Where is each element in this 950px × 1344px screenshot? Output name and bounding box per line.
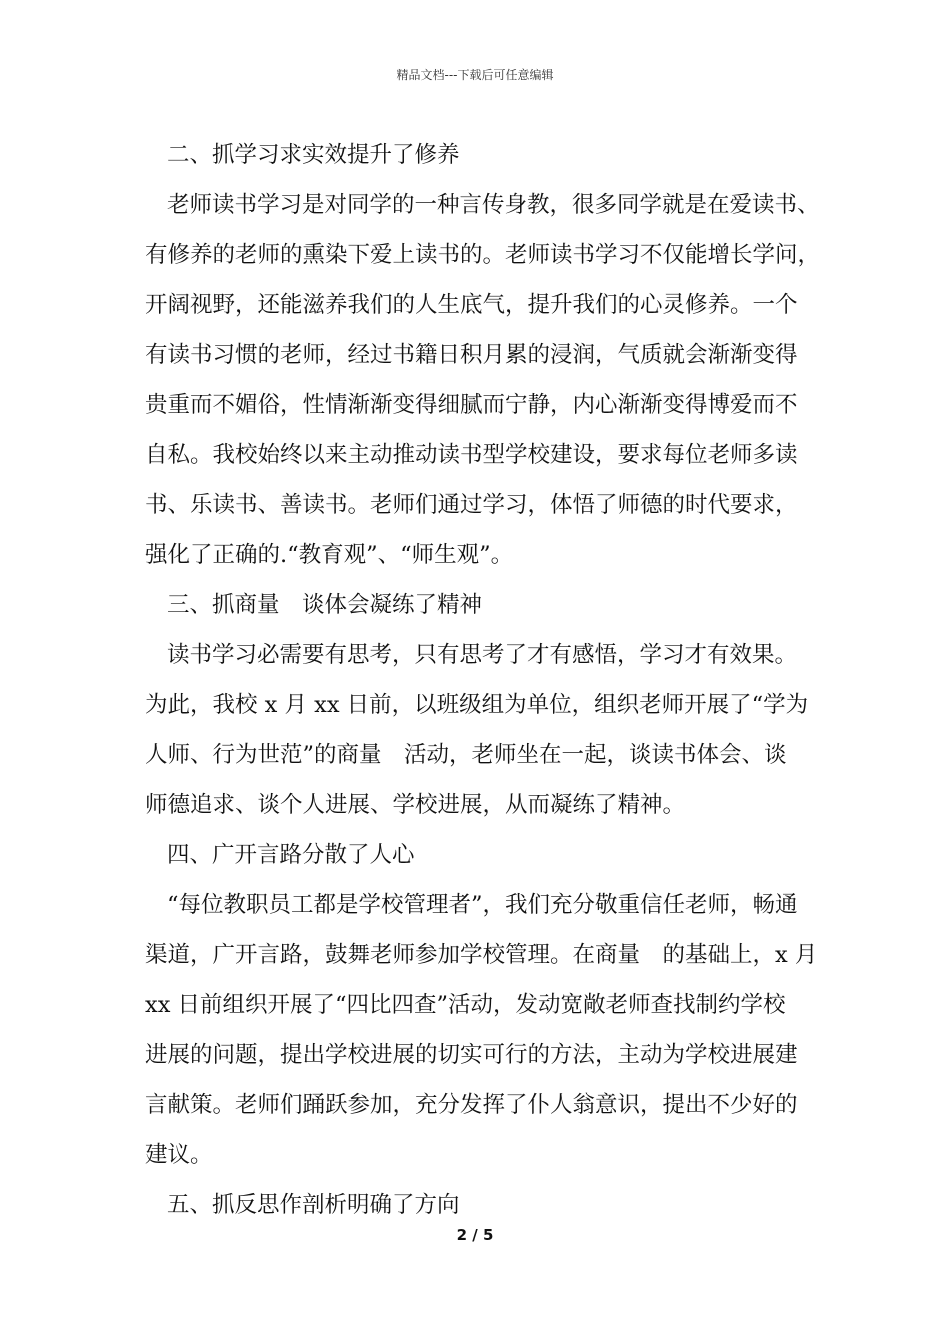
section-heading-3: 三、抓商量 谈体会凝练了精神 xyxy=(167,592,483,618)
paragraph-line: 贵重而不媚俗，性情渐渐变得细腻而宁静，内心渐渐变得博爱而不 xyxy=(145,392,798,418)
paragraph-line: 进展的问题，提出学校进展的切实可行的方法，主动为学校进展建 xyxy=(145,1042,798,1068)
paragraph-line: 为此，我校 x 月 xx 日前，以班级组为单位，组织老师开展了“学为 xyxy=(145,692,809,718)
paragraph-line: 师德追求、谈个人进展、学校进展，从而凝练了精神。 xyxy=(145,792,686,818)
paragraph-line: 有修养的老师的熏染下爱上读书的。老师读书学习不仅能增长学问， xyxy=(145,242,821,268)
paragraph-line: 老师读书学习是对同学的一种言传身教，很多同学就是在爱读书、 xyxy=(167,192,820,218)
section-heading-2: 二、抓学习求实效提升了修养 xyxy=(167,142,460,168)
paragraph-line: 开阔视野，还能滋养我们的人生底气，提升我们的心灵修养。一个 xyxy=(145,292,798,318)
section-heading-5: 五、抓反思作剖析明确了方向 xyxy=(167,1192,460,1218)
section-heading-4: 四、广开言路分散了人心 xyxy=(167,842,415,868)
document-body xyxy=(145,130,825,1230)
paragraph-line: “每位教职员工都是学校管理者”，我们充分敬重信任老师，畅通 xyxy=(167,892,798,918)
paragraph-line: 建议。 xyxy=(145,1142,213,1168)
paragraph-line: 自私。我校始终以来主动推动读书型学校建设，要求每位老师多读 xyxy=(145,442,798,468)
paragraph-line: 人师、行为世范”的商量 活动，老师坐在一起，谈读书体会、谈 xyxy=(145,742,787,768)
paragraph-line: 读书学习必需要有思考，只有思考了才有感悟，学习才有效果。 xyxy=(167,642,798,668)
paragraph-line: 言献策。老师们踊跃参加，充分发挥了仆人翁意识，提出不少好的 xyxy=(145,1092,798,1118)
paragraph-line: xx 日前组织开展了“四比四查”活动，发动宽敞老师查找制约学校 xyxy=(145,992,786,1018)
paragraph-line: 有读书习惯的老师，经过书籍日积月累的浸润，气质就会渐渐变得 xyxy=(145,342,798,368)
page-number: 2 / 5 xyxy=(456,1226,494,1244)
paragraph-line: 强化了正确的.“教育观”、“师生观”。 xyxy=(145,542,514,568)
page-header: 精品文档---下载后可任意编辑 xyxy=(396,68,554,82)
paragraph-line: 书、乐读书、善读书。老师们通过学习，体悟了师德的时代要求， xyxy=(145,492,798,518)
paragraph-line: 渠道，广开言路，鼓舞老师参加学校管理。在商量 的基础上，x 月 xyxy=(145,942,818,968)
